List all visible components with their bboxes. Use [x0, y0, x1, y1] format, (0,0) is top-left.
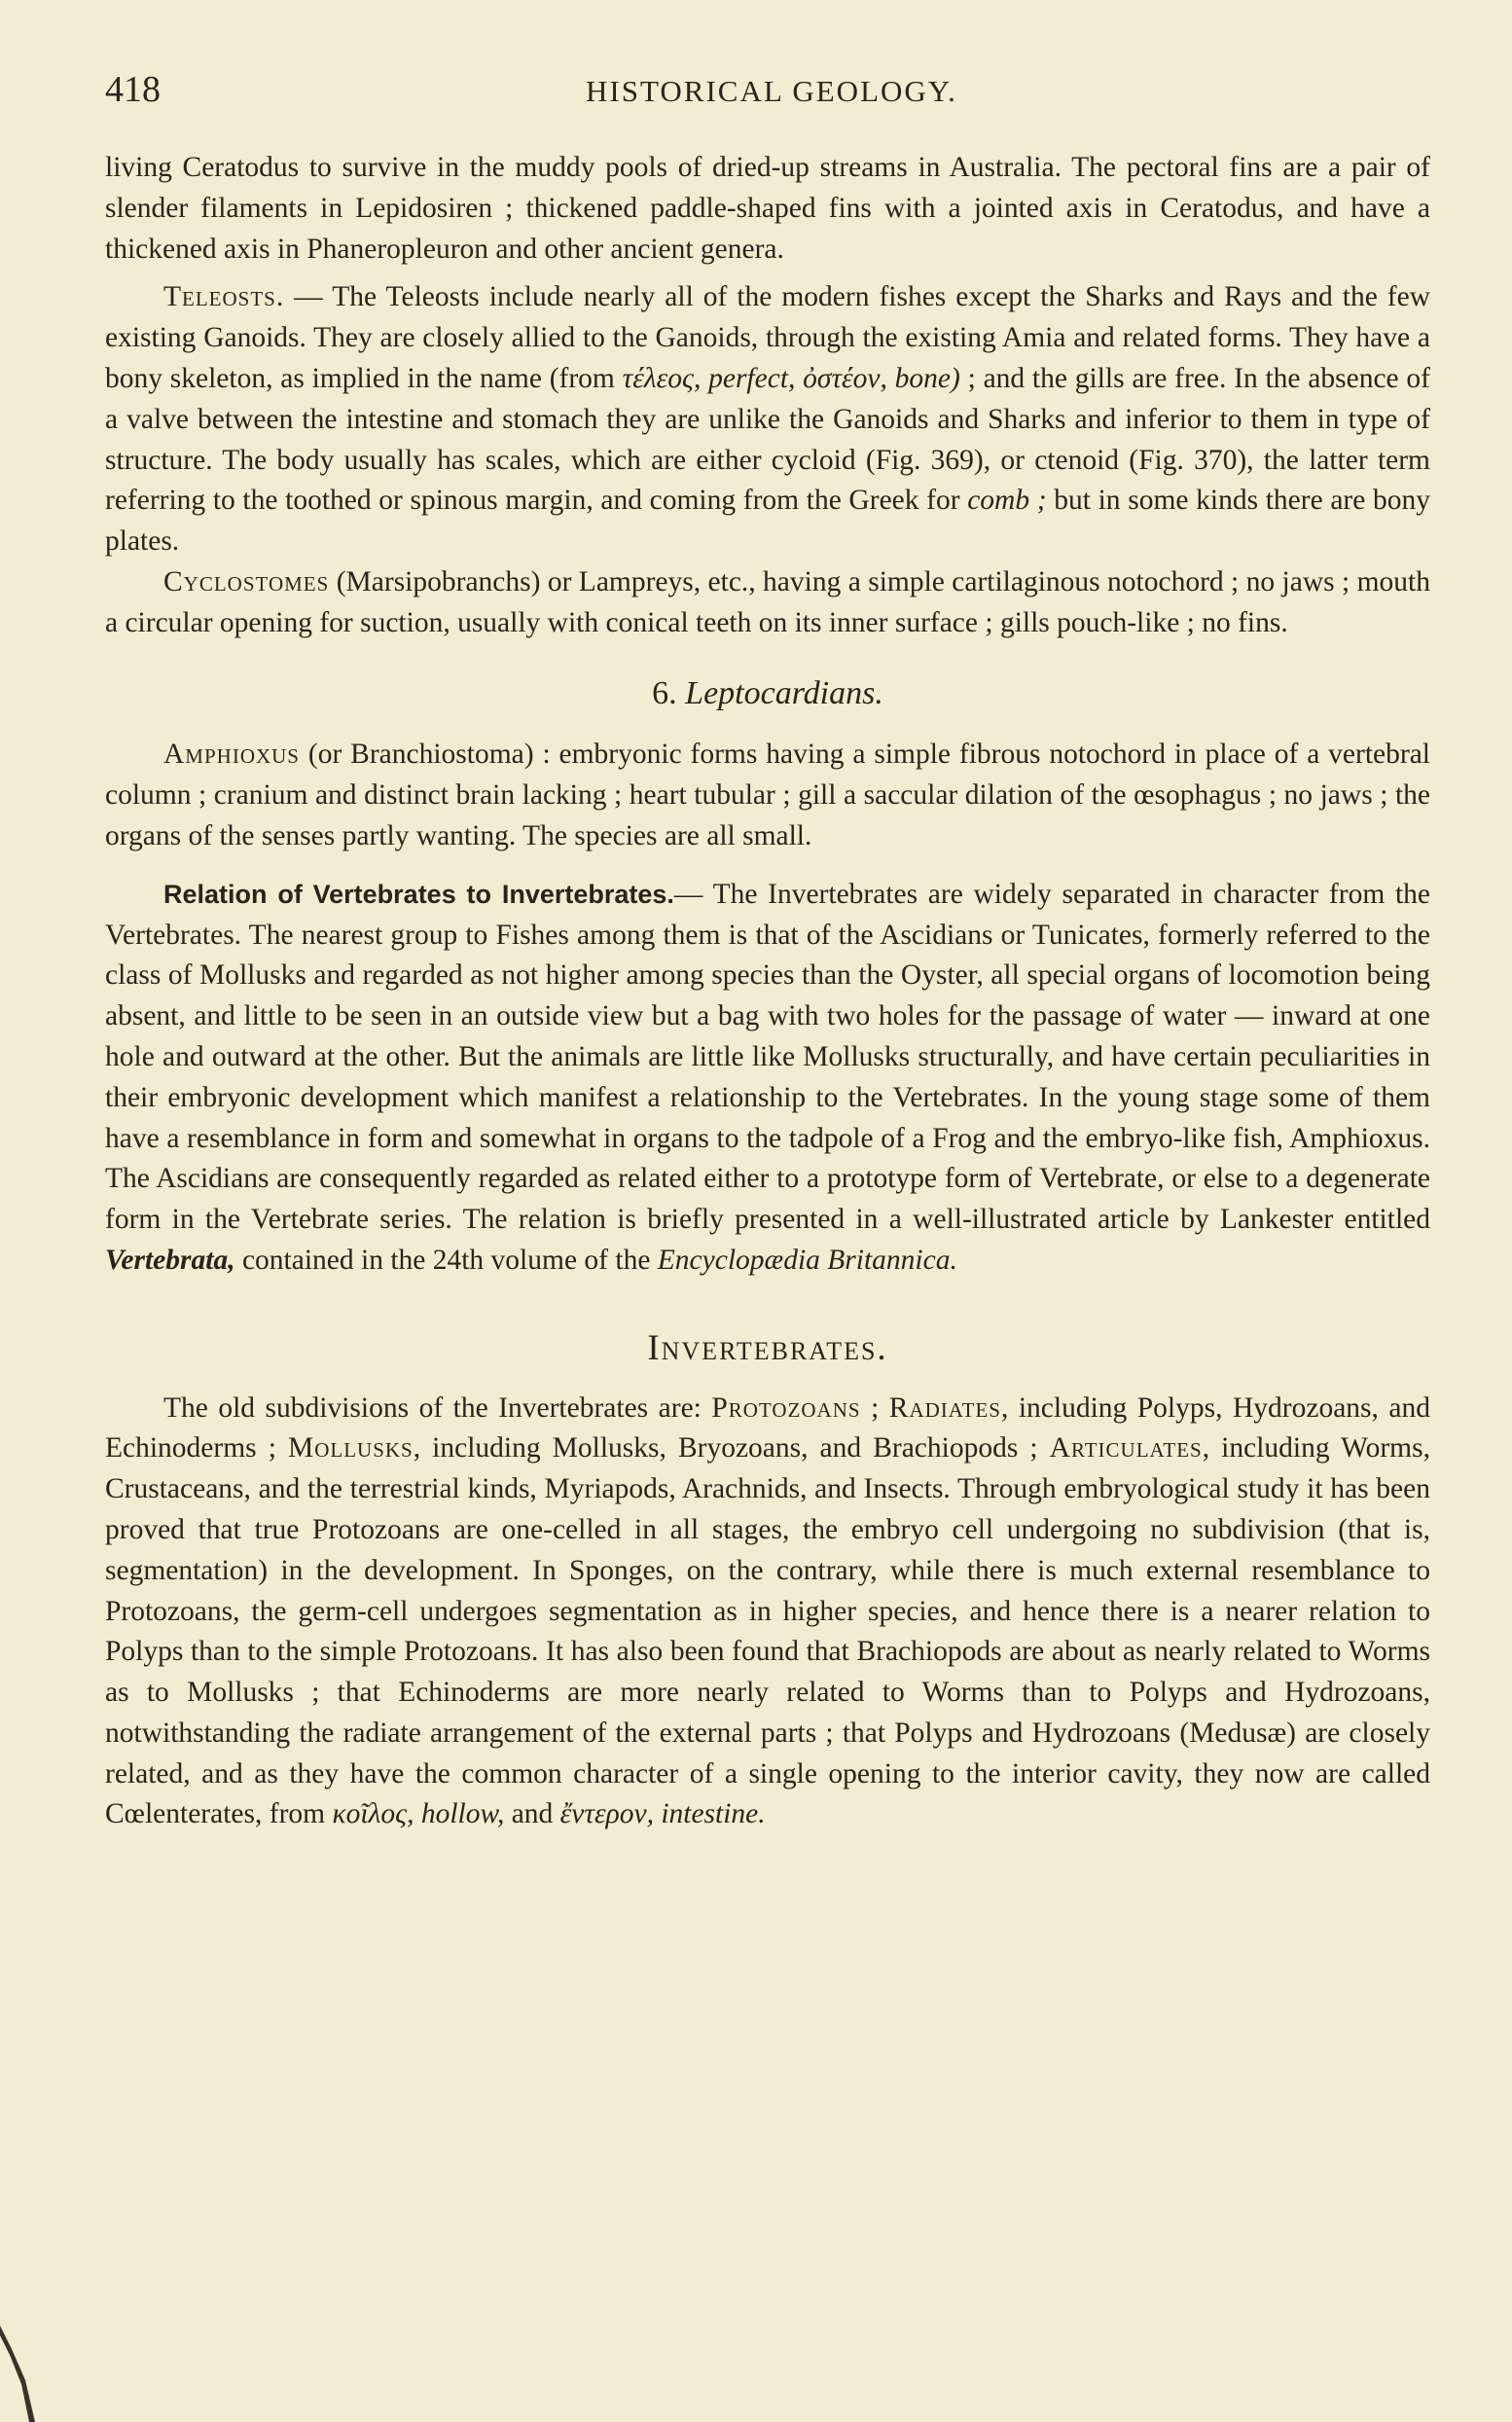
term-amphioxus: Amphioxus — [163, 739, 300, 771]
page-edge-mark — [0, 2316, 39, 2422]
term-radiates: Radiates — [888, 1392, 1001, 1424]
heading-relation: Relation of Vertebrates to Invertebrates. — [163, 879, 674, 909]
heading-invertebrates: Invertebrates. — [647, 1327, 888, 1368]
running-head: HISTORICAL GEOLOGY. — [586, 74, 957, 108]
term-articulates: Articulates — [1049, 1432, 1203, 1464]
paragraph-amphioxus: Amphioxus (or Branchiostoma) : embryonic forms having a simple fibrous notochord in place of a vertebral column ; cranium and distinct brain lacking ; heart tubular ; gill a saccular dilation of the œsophagus ; no jaws ; the organs of the senses partly wanting. The species are all small. — [105, 739, 1430, 851]
term-protozoans: Protozoans — [711, 1392, 861, 1424]
term-mollusks: Mollusks — [287, 1432, 414, 1464]
page-number: 418 — [105, 69, 161, 110]
section-heading-leptocardians: 6. Leptocardians. — [652, 674, 883, 711]
page-header — [105, 68, 1438, 117]
term-comb: comb ; — [967, 485, 1047, 517]
term-cyclostomes: Cyclostomes — [163, 565, 330, 597]
greek-enteron: ἔντερον, intestine. — [559, 1798, 766, 1830]
paragraph-cyclostomes: Cyclostomes (Marsipobranchs) or Lampreys, etc., having a simple cartilaginous notochord ; no jaws ; mouth a circular opening for suction, usually with conical teeth on its inner surface ; gills pouch-like ; no fins. — [105, 565, 1430, 638]
paragraph-lepidosiren — [105, 148, 1430, 270]
greek-koilos: κοῖλος, hollow, — [332, 1798, 505, 1830]
page-body — [105, 148, 1430, 1835]
term-teleosts: Teleosts. — [163, 281, 285, 313]
title-encyclopaedia: Encyclopædia Britannica. — [657, 1244, 957, 1276]
title-vertebrata: Vertebrata, — [105, 1244, 235, 1276]
paragraph-teleosts: Teleosts. — The Teleosts include nearly all of the modern fishes except the Sharks and Rays and the few existing Ganoids. They are closely allied to the Ganoids, through the existing Amia and related forms. They have a bony skeleton, as implied in the name (from τέλεος, perfect, ὀστέον, bone) ; and the gills are free. In the absence of a valve between the intestine and stomach they are unlike the Ganoids and Sharks and inferior to them in type of structure. The body usually has scales, which are either cycloid (Fig. 369), or ctenoid (Fig. 370), the latter term referring to the toothed or spinous margin, and coming from the Greek for comb ; but in some kinds there are bony plates. — [105, 281, 1430, 558]
paragraph-text: living Ceratodus to survive in the muddy pools of dried-up streams in Australia. The pectoral fins are a pair of slender filaments in Lepidosiren ; thickened paddle-shaped fins with a jointed axis in Ceratodus, and have a thickened axis in Phaneropleuron and other ancient genera. — [105, 152, 1430, 265]
greek-etymology: τέλεος, perfect, ὀστέον, bone) — [622, 362, 960, 394]
paragraph-relation: Relation of Vertebrates to Invertebrates.— The Invertebrates are widely separated in character from the Vertebrates. The nearest group to Fishes among them is that of the Ascidians or Tunicates, formerly referred to the class of Mollusks and regarded as not higher among species than the Oyster, all special organs of locomotion being absent, and little to be seen in an outside view but a bag with two holes for the passage of water — inward at one hole and outward at the other. But the animals are little like Mollusks structurally, and have certain peculiarities in their embryonic development which manifest a relationship to the Vertebrates. In the young stage some of them have a resemblance in form and somewhat in organs to the tadpole of a Frog and the embryo-like fish, Amphioxus. The Ascidians are consequently regarded as related either to a prototype form of Vertebrate, or else to a degenerate form in the Vertebrate series. The relation is briefly presented in a well-illustrated article by Lankester entitled Vertebrata, contained in the 24th volume of the Encyclopædia Britannica. — [105, 878, 1430, 1276]
paragraph-invertebrates: The old subdivisions of the Invertebrates are: Protozoans ; Radiates, including Polyps, Hydrozoans, and Echinoderms ; Mollusks, including Mollusks, Bryozoans, and Brachiopods ; Articulates, including Worms, Crustaceans, and the terrestrial kinds, Myriapods, Arachnids, and Insects. Through embryological study it has been proved that true Protozoans are one-celled in all stages, the embryo cell undergoing no subdivision (that is, segmentation) in the development. In Sponges, on the contrary, while there is much external resemblance to Protozoans, the germ-cell undergoes segmentation as in higher species, and hence there is a nearer relation to Polyps than to the simple Protozoans. It has also been found that Brachiopods are about as nearly related to Worms as to Mollusks ; that Echinoderms are more nearly related to Worms than to Polyps and Hydrozoans, notwithstanding the radiate arrangement of the external parts ; that Polyps and Hydrozoans (Medusæ) are closely related, and as they have the common character of a single opening to the interior cavity, they now are called Cœlenterates, from κοῖλος, hollow, and ἔντερον, intestine. — [105, 1392, 1430, 1830]
